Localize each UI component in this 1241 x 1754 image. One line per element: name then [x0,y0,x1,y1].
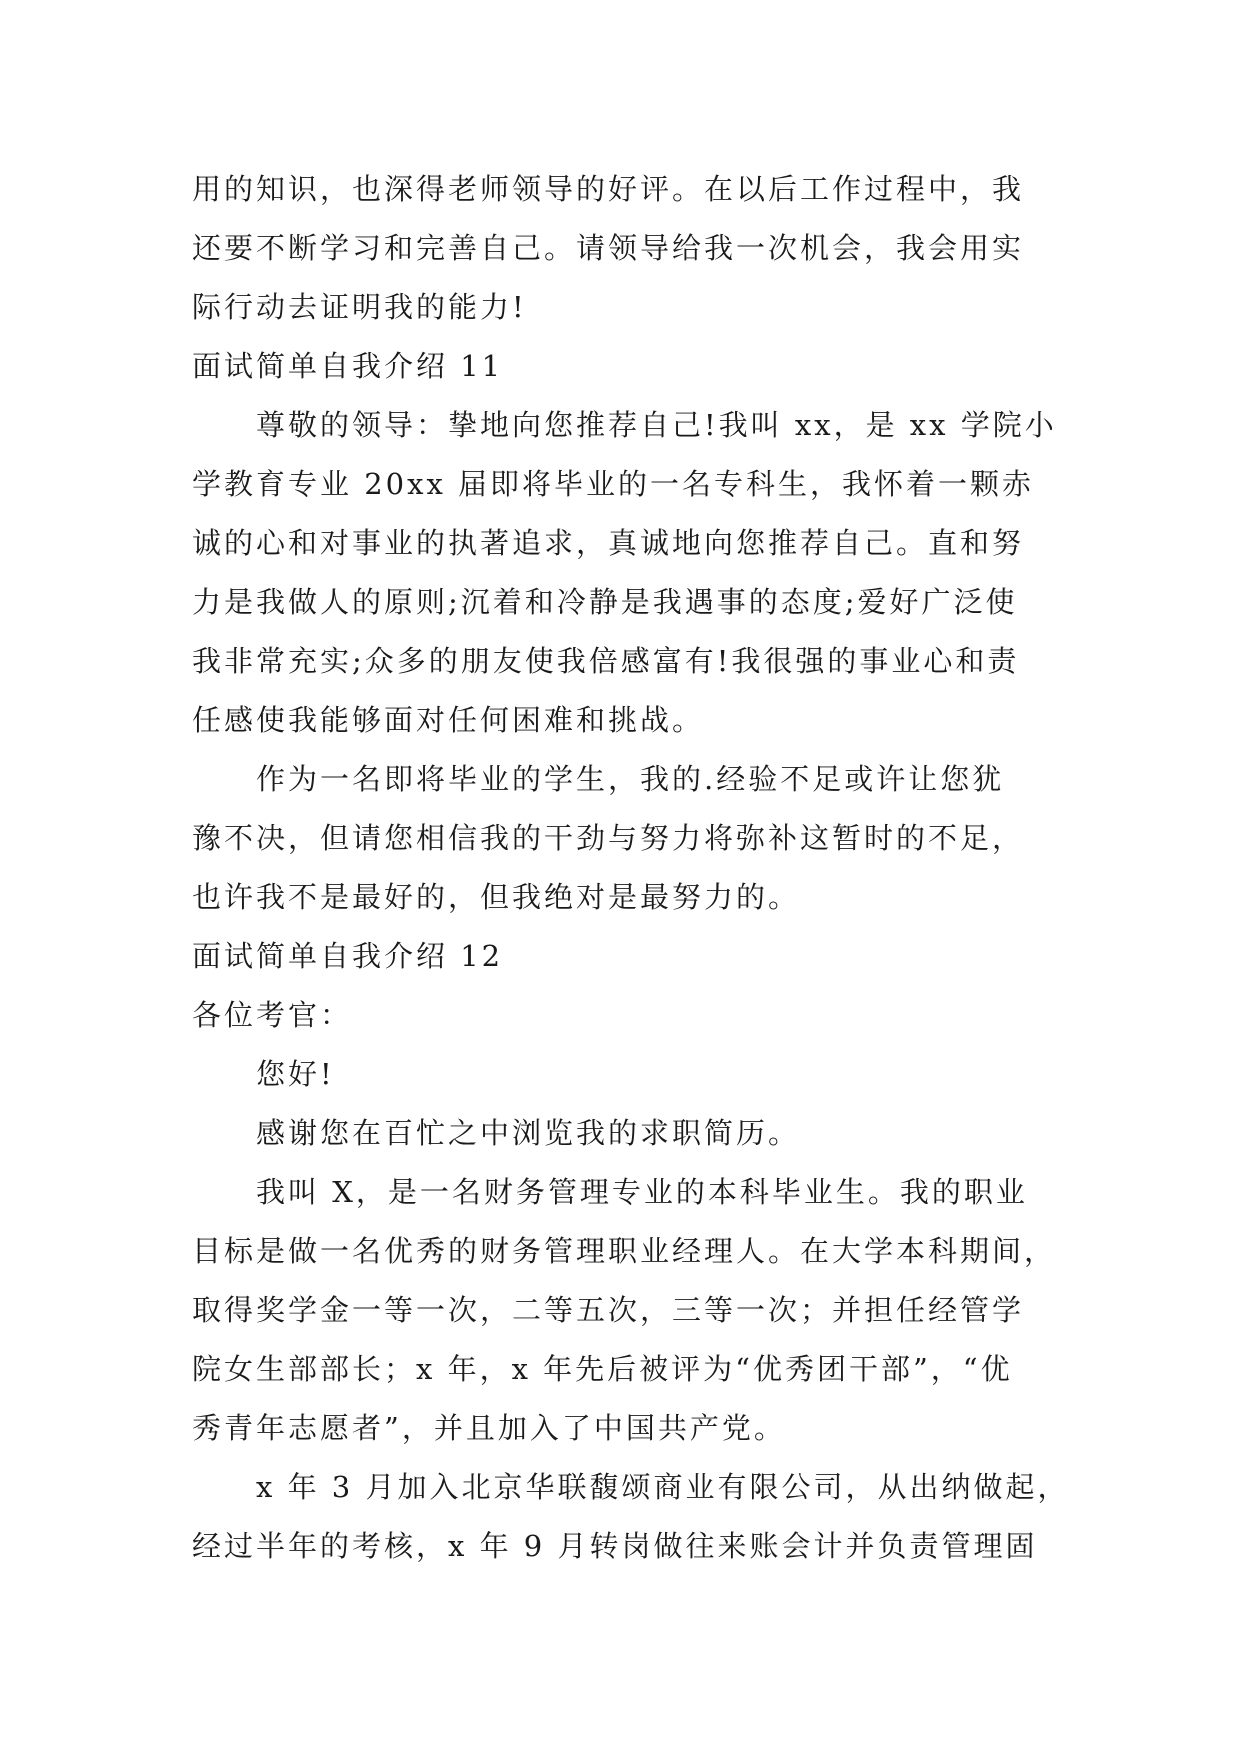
text-line: 经过半年的考核，x 年 9 月转岗做往来账会计并负责管理固 [192,1529,1038,1563]
text-line: 院女生部部长；x 年，x 年先后被评为“优秀团干部”，“优 [192,1352,1013,1386]
text-line: 诚的心和对事业的执著追求，真诚地向您推荐自己。直和努 [192,526,1025,560]
text-line: 我非常充实;众多的朋友使我倍感富有!我很强的事业心和责 [192,644,1020,678]
text-line: 目标是做一名优秀的财务管理职业经理人。在大学本科期间， [192,1234,1057,1268]
text-line: 感谢您在百忙之中浏览我的求职简历。 [256,1116,801,1150]
section-heading-11: 面试简单自我介绍 11 [192,349,504,383]
text-line: 还要不断学习和完善自己。请领导给我一次机会，我会用实 [192,231,1025,265]
text-line: 用的知识，也深得老师领导的好评。在以后工作过程中，我 [192,172,1025,206]
text-line: x 年 3 月加入北京华联馥颂商业有限公司，从出纳做起， [256,1470,1070,1504]
text-line: 作为一名即将毕业的学生，我的.经验不足或许让您犹 [256,762,1005,796]
greeting: 您好! [256,1057,335,1091]
text-line: 力是我做人的原则;沉着和冷静是我遇事的态度;爱好广泛使 [192,585,1018,619]
salutation: 各位考官： [192,998,353,1032]
text-line: 尊敬的领导：挚地向您推荐自己!我叫 xx，是 xx 学院小 [256,408,1057,442]
text-line: 际行动去证明我的能力! [192,290,527,324]
document-body [192,160,1070,1576]
text-line: 取得奖学金一等一次，二等五次，三等一次；并担任经管学 [192,1293,1025,1327]
text-line: 任感使我能够面对任何困难和挑战。 [192,703,705,737]
text-line: 学教育专业 20xx 届即将毕业的一名专科生，我怀着一颗赤 [192,467,1035,501]
text-line: 豫不决，但请您相信我的干劲与努力将弥补这暂时的不足， [192,821,1025,855]
text-line: 我叫 X，是一名财务管理专业的本科毕业生。我的职业 [256,1175,1028,1209]
section-heading-12: 面试简单自我介绍 12 [192,939,504,973]
text-line: 也许我不是最好的，但我绝对是最努力的。 [192,880,801,914]
text-line: 秀青年志愿者”，并且加入了中国共产党。 [192,1411,786,1445]
